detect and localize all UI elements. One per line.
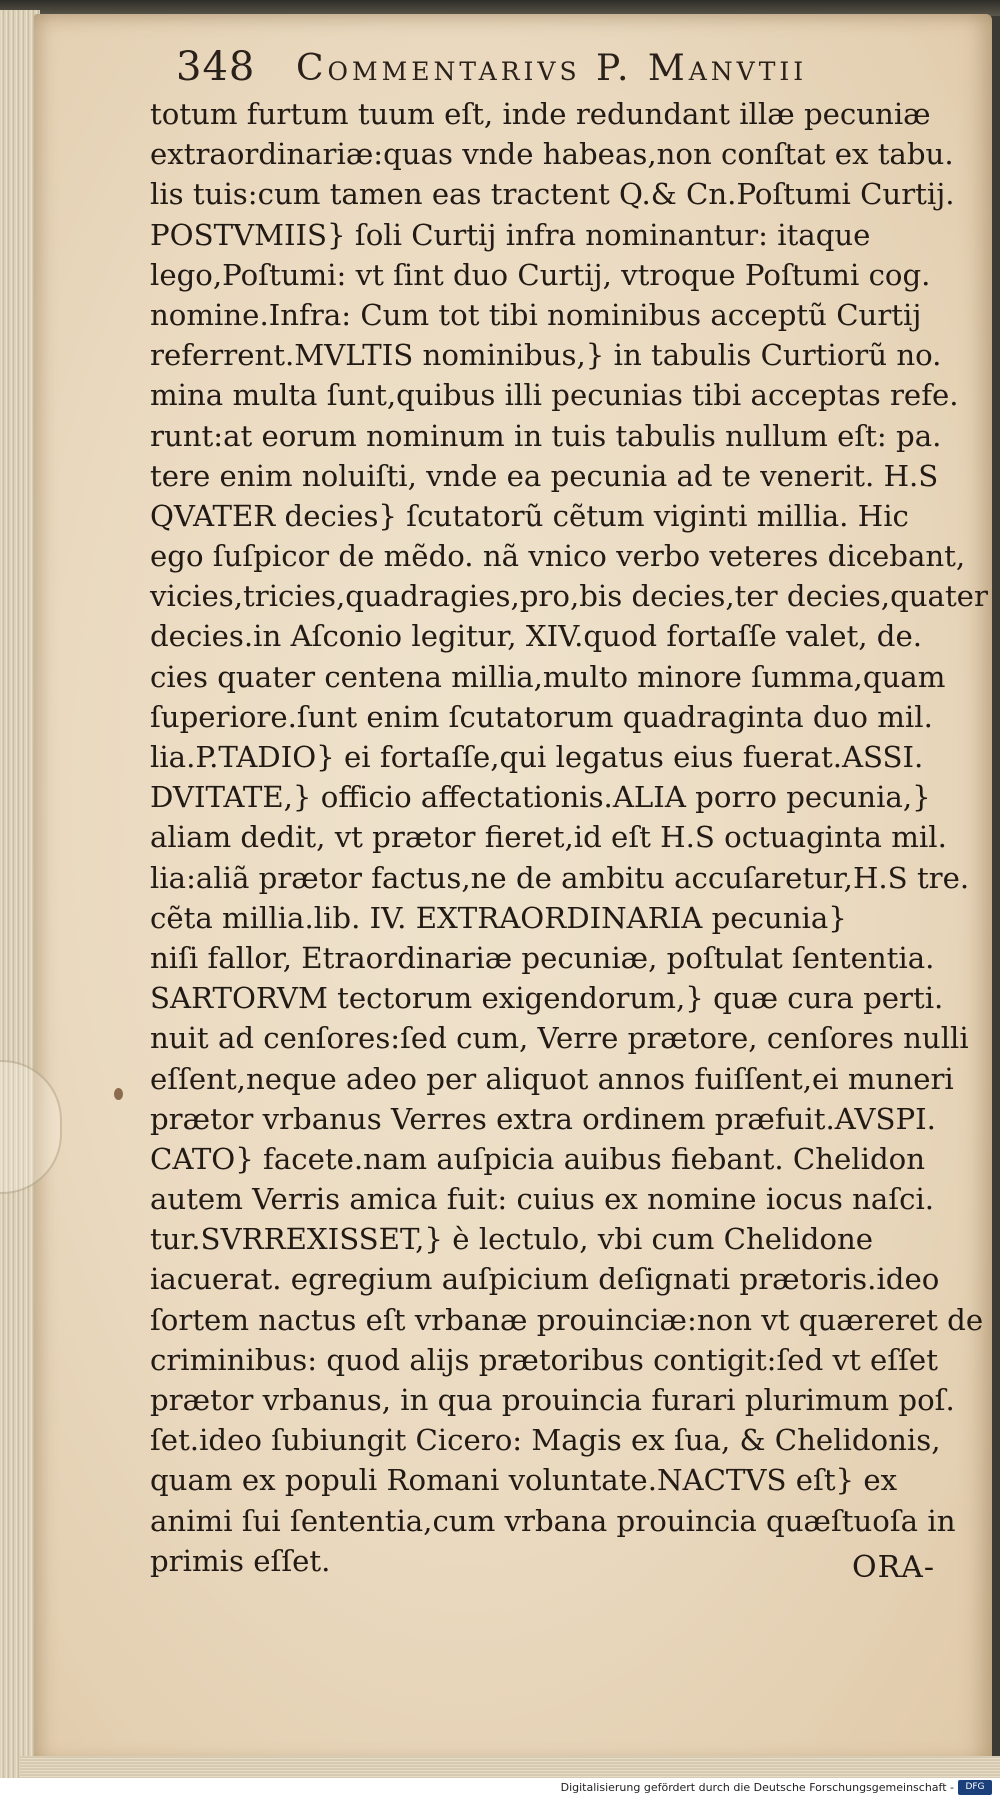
text-line: ego ſuſpicor de mẽdo. nã vnico verbo veteres dicebant, [150,539,966,574]
text-line: CATO} facete.nam auſpicia auibus fiebant. Chelidon [150,1141,926,1176]
text-line: runt:at eorum nominum in tuis tabulis nullum eſt: pa. [150,418,942,453]
text-line: POSTVMIIS} ſoli Curtij infra nominantur: itaque [150,217,871,252]
text-line: tur.SVRREXISSET,} è lectulo, vbi cum Chelidone [150,1222,874,1257]
text-line: nuit ad cenſores:ſed cum, Verre prætore, cenſores nulli [150,1021,969,1056]
text-line: mina multa ſunt,quibus illi pecunias tibi acceptas refe. [150,378,959,413]
text-line: cẽta millia.lib. IV. EXTRAORDINARIA pecunia} [150,900,847,935]
catchword: ORA- [852,1550,935,1585]
text-line: lis tuis:cum tamen eas tractent Q.& Cn.Poſtumi Curtij. [150,177,955,212]
text-line: totum furtum tuum eſt, inde redundant illæ pecuniæ [150,97,931,131]
text-line: prætor vrbanus Verres extra ordinem præfuit.AVSPI. [150,1101,936,1136]
text-line: nomine.Infra: Cum tot tibi nominibus acceptũ Curtij [150,297,922,332]
text-line: ſuperiore.ſunt enim ſcutatorum quadraginta duo mil. [150,699,933,734]
text-line: cies quater centena millia,multo minore ſumma,quam [150,659,946,694]
running-head: Commentarivs P. Manvtii [296,48,808,89]
text-line: prætor vrbanus, in qua prouincia furari plurimum poſ. [150,1383,955,1417]
text-line: lia.P.TADIO} ei fortaſſe,qui legatus eius fuerat.ASSI. [150,740,924,774]
text-line: criminibus: quod alijs prætoribus contigit:ſed vt eſſet [150,1342,938,1377]
text-line: autem Verris amica fuit: cuius ex nomine iocus naſci. [150,1182,935,1217]
body-text [150,94,988,1581]
text-line: decies.in Aſconio legitur, XIV.quod fortaſſe valet, de. [150,619,923,654]
text-line: lego,Poſtumi: vt ſint duo Curtij, vtroque Poſtumi cog. [150,257,931,292]
digitization-credit: Digitalisierung gefördert durch die Deutsche Forschungsgemeinschaft - [560,1781,954,1794]
text-line: ſet.ideo ſubiungit Cicero: Magis ex ſua, & Chelidonis, [150,1423,941,1458]
text-line: extraordinariæ:quas vnde habeas,non conſtat ex tabu. [150,137,954,172]
text-line: tere enim noluiſti, vnde ea pecunia ad te venerit. H.S [150,458,939,493]
text-line: ſortem nactus eſt vrbanæ prouinciæ:non vt quæreret de [150,1302,984,1337]
text-line: DVITATE,} officio affectationis.ALIA porro pecunia,} [150,780,931,815]
text-line: vicies,tricies,quadragies,pro,bis decies,ter decies,quater [150,579,988,614]
ink-spot [114,1088,123,1100]
text-line: aliam dedit, vt prætor fieret,id eſt H.S octuaginta mil. [150,820,947,855]
text-line: iacuerat. egregium auſpicium deſignati prætoris.ideo [150,1262,940,1297]
text-line: animi ſui ſententia,cum vrbana prouincia quæſtuoſa in [150,1503,956,1538]
text-line: QVATER decies} ſcutatorũ cẽtum viginti millia. Hic [150,498,909,533]
page-bottom-edge [20,1756,1000,1778]
text-line: quam ex populi Romani voluntate.NACTVS eſt} ex [150,1463,898,1498]
text-line: primis eſſet. [150,1543,331,1578]
page-number: 348 [176,44,256,90]
text-line: referrent.MVLTIS nominibus,} in tabulis Curtiorũ no. [150,338,942,373]
text-line: SARTORVM tectorum exigendorum,} quæ cura perti. [150,981,944,1016]
text-line: lia:aliã prætor factus,ne de ambitu accuſaretur,H.S tre. [150,860,970,895]
dfg-logo: DFG [958,1780,992,1795]
text-line: eſſent,neque adeo per aliquot annos fuiſſent,ei muneri [150,1061,954,1096]
text-line: niſi fallor, Etraordinariæ pecuniæ, poſtulat ſententia. [150,940,935,975]
